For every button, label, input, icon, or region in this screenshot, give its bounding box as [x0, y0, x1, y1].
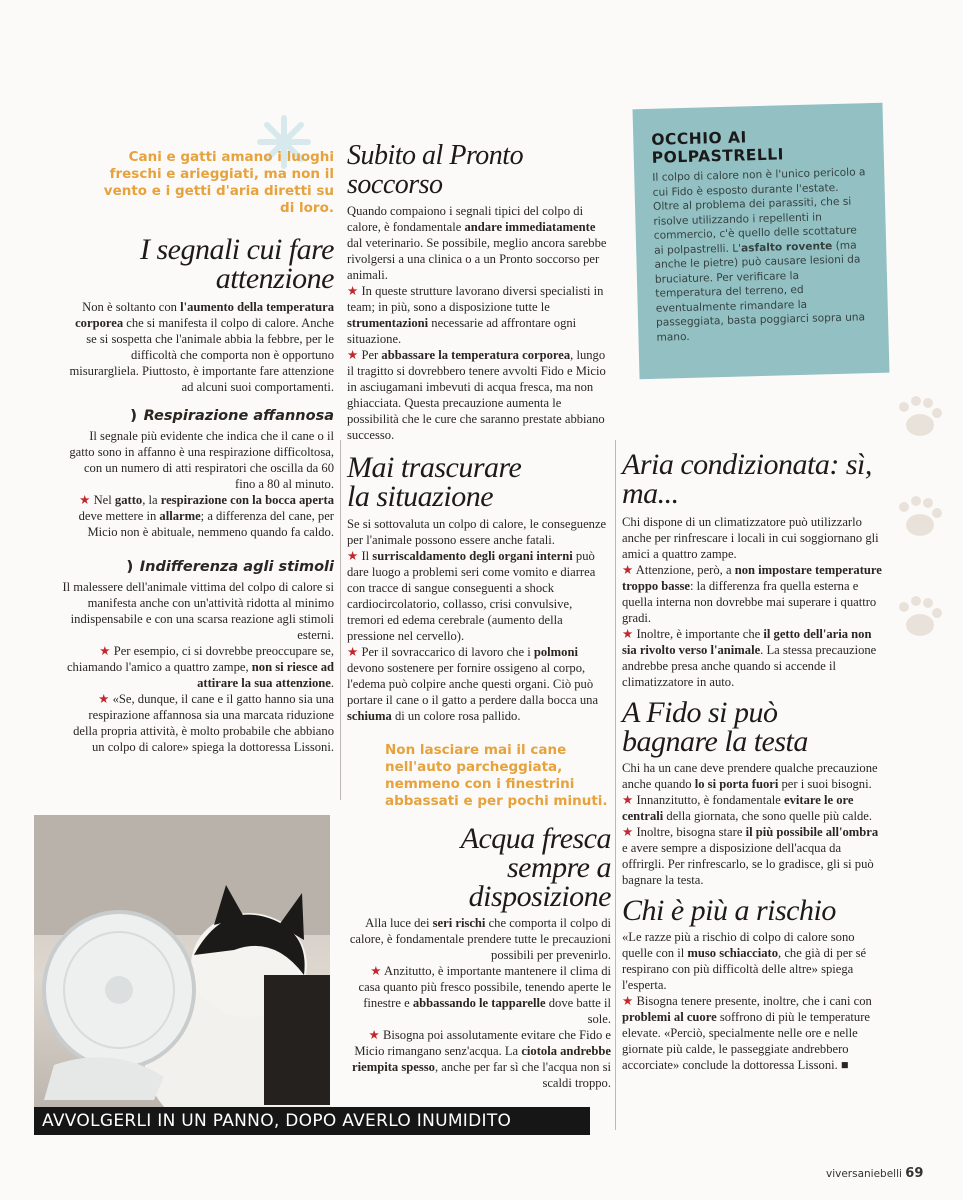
text: : la differenza fra quella esterna e quella interna non dovrebbe mai superare i quattro gradi. [622, 579, 877, 625]
star-bullet-icon: ★ [622, 994, 637, 1008]
text: Chi ha un cane deve prendere qualche precauzione anche quando [622, 761, 878, 791]
text: Il colpo di calore non è l'unico pericolo a cui Fido è esposto durante l'estate. Oltre al problema dei parassiti, che si risolve utilizzando i repellenti in commercio, c'è quello delle scottature ai polpastrelli. L' [652, 166, 866, 257]
paragraph [347, 516, 611, 548]
paragraph [347, 1027, 611, 1091]
photo-caption: AVVOLGERLI IN UN PANNO, DOPO AVERLO INUMIDITO [34, 1107, 590, 1135]
bold-text: non si riesce ad attirare la sua attenzione [197, 660, 334, 690]
column-divider [340, 440, 341, 800]
bold-text: problemi al cuore [622, 1010, 717, 1024]
text: dove batte il sole. [545, 996, 611, 1026]
section-title: Acqua fresca sempre a disposizione [460, 822, 611, 913]
bold-text: abbassando le tapparelle [412, 996, 546, 1010]
paragraph [622, 792, 884, 824]
text: per i suoi bisogni. [778, 777, 872, 791]
paragraph [347, 963, 611, 1027]
paw-prints-decoration-icon [880, 385, 960, 665]
paragraph [622, 562, 884, 626]
text: In queste strutture lavorano diversi specialisti in team; in più, sono a disposizione tutte le [347, 284, 604, 314]
text: Per il sovraccarico di lavoro che i [361, 645, 534, 659]
star-bullet-icon: ★ [79, 493, 94, 507]
col1-body [62, 299, 334, 755]
bold-text: lo si porta fuori [694, 777, 779, 791]
text: , anche per far sì che l'acqua non si scaldi troppo. [434, 1060, 611, 1090]
text: soffrono di più le temperature elevate. «Perciò, specialmente nelle ore e nelle giornate più calde, le passeggiate andrebbero accorciate» conclude la dottoressa Lissoni. ■ [622, 1010, 870, 1072]
bold-text: respirazione con la bocca aperta [160, 493, 334, 507]
text: che si manifesta il colpo di calore. Anche se si sospetta che l'animale abbia la febbre, per le difficoltà che comporta non è opportuno misurargliela. Piuttosto, è importante fare attenzione ad alcuni suoi comportamenti. [69, 316, 334, 394]
cat-with-fan-photo [34, 815, 330, 1107]
text: e avere sempre a disposizione dell'acqua da offrirgli. Per rinfrescarlo, se lo gradisce, gli si può bagnare la testa. [622, 841, 874, 887]
paragraph [62, 299, 334, 395]
text: di un colore rosa pallido. [391, 709, 521, 723]
col2-s1-body [347, 203, 611, 443]
bold-text: ciotola andrebbe riempita spesso [352, 1044, 611, 1074]
text: dal veterinario. Se possibile, meglio ancora sarebbe rivolgersi a una clinica o a un Pronto soccorso per animali. [347, 236, 607, 282]
text: Inoltre, bisogna stare [636, 825, 746, 839]
text: , che già di per sé respirano con più difficoltà delle altre» spiega l'esperta. [622, 946, 867, 992]
star-bullet-icon: ★ [347, 348, 362, 362]
text: Bisogna poi assolutamente evitare che Fido e Micio rimangano senz'acqua. La [354, 1028, 611, 1058]
text: Anzitutto, è importante mantenere il clima di casa quanto più fresco possibile, tenendo aperte le finestre e [358, 964, 611, 1010]
text: necessarie ad affrontare ogni situazione. [347, 316, 577, 346]
bold-text: allarme [159, 509, 201, 523]
magazine-name: viversaniebelli [826, 1168, 902, 1180]
paragraph [622, 824, 884, 888]
text: Chi dispone di un climatizzatore può utilizzarlo anche per rinfrescare i locali in cui soggiornano gli amici a quattro zampe. [622, 515, 879, 561]
bold-text: polmoni [533, 645, 578, 659]
paragraph [62, 428, 334, 492]
text: Innanzitutto, è fondamentale [636, 793, 785, 807]
paragraph [62, 579, 334, 643]
star-bullet-icon: ★ [368, 1028, 383, 1042]
star-bullet-icon: ★ [347, 284, 362, 298]
bold-text: seri rischi [432, 916, 486, 930]
star-bullet-icon: ★ [98, 692, 113, 706]
paragraph [62, 643, 334, 691]
column-1 [62, 149, 334, 755]
paragraph [347, 915, 611, 963]
col3-s1-body [622, 514, 884, 690]
paragraph [622, 514, 884, 562]
star-bullet-icon: ★ [347, 549, 362, 563]
text: (ma anche le pietre) può causare lesioni da bruciature. Per verificare la temperatura del terreno, ed eventualmente rimandare la passeggiata, basta poggiarci sopra una mano. [654, 239, 866, 344]
text: Non è soltanto con [82, 300, 181, 314]
section-title: A Fido si può bagnare la testa [622, 696, 808, 758]
bold-text: surriscaldamento degli organi interni [372, 549, 573, 563]
col2-s2-body [347, 516, 611, 724]
paragraph [347, 347, 611, 443]
section-title: I segnali cui fare attenzione [139, 233, 334, 295]
page-number: 69 [905, 1166, 924, 1181]
text: devono sostenere per fornire ossigeno al corpo, l'edema può colpire anche questi organi. Ciò può portare il cane o il gatto a perdere dalla bocca una [347, 661, 599, 707]
text: può dare luogo a problemi seri come vomito e diarrea con tracce di sangue conseguenti a shock cardiocircolatorio, collasso, crisi convulsive, tremori ed edema cerebrale (aumento della pressione nel cervello). [347, 549, 596, 643]
section-title: Chi è più a rischio [622, 894, 836, 927]
section-title: Mai trascurare la situazione [347, 451, 522, 513]
bold-text: abbassare la temperatura corporea [381, 348, 571, 362]
star-bullet-icon: ★ [622, 627, 637, 641]
subheading-marker-icon: ❫ [127, 408, 140, 424]
column-2 [347, 141, 611, 1091]
paragraph [652, 165, 870, 345]
bold-text: l'aumento della temperatura corporea [75, 300, 334, 330]
section-title: Aria condizionata: sì, ma... [622, 448, 872, 510]
paragraph [347, 548, 611, 644]
text: Alla luce dei [365, 916, 433, 930]
bold-text: asfalto rovente [740, 239, 833, 255]
paragraph [622, 993, 884, 1073]
paragraph [62, 492, 334, 540]
box-title: OCCHIO AI POLPASTRELLI [651, 128, 785, 167]
star-bullet-icon: ★ [622, 563, 636, 577]
text: Il [361, 549, 373, 563]
star-bullet-icon: ★ [622, 793, 637, 807]
bold-text: andare immediatamente [464, 220, 596, 234]
text: che comporta il colpo di calore, è fondamentale prendere tutte le precauzioni possibili per prevenirlo. [349, 916, 611, 962]
col2-s3-body [347, 915, 611, 1091]
column-3 [622, 450, 884, 1073]
text: Inoltre, è importante che [636, 627, 764, 641]
page-footer [826, 1166, 923, 1181]
text: . La stessa precauzione andrebbe presa anche quando si accende il climatizzatore in auto. [622, 643, 877, 689]
col3-s3-body [622, 929, 884, 1073]
text: ; a differenza del cane, per Micio non è abituale, nemmeno quando fa caldo. [87, 509, 334, 539]
bold-text: il getto dell'aria non sia rivolto verso l'animale [622, 627, 872, 657]
paragraph [347, 203, 611, 283]
text: Se si sottovaluta un colpo di calore, le conseguenze per l'animale possono essere anche fatali. [347, 517, 607, 547]
paragraph [347, 644, 611, 724]
subheading: ❫ Respirazione affannosa [127, 408, 334, 424]
bold-text: gatto [114, 493, 143, 507]
paragraph [347, 283, 611, 347]
cat-fan-illustration [34, 815, 330, 1107]
bold-text: muso schiacciato [687, 946, 779, 960]
paragraph [62, 691, 334, 755]
col3-s2-body [622, 760, 884, 888]
star-bullet-icon: ★ [370, 964, 385, 978]
bold-text: non impostare temperature troppo basse [622, 563, 882, 593]
text: , la [142, 493, 161, 507]
star-bullet-icon: ★ [622, 825, 637, 839]
bold-text: il più possibile all'ombra [745, 825, 879, 839]
bold-text: schiuma [347, 709, 392, 723]
column-divider [615, 440, 616, 1130]
text: Bisogna tenere presente, inoltre, che i cani con [636, 994, 872, 1008]
paragraph [622, 929, 884, 993]
text: Nel [93, 493, 115, 507]
text: Il malessere dell'animale vittima del colpo di calore si manifesta anche con un'attività ridotta al minimo indispensabile e con una scarsa reazione agli stimoli esterni. [62, 580, 334, 642]
text: della giornata, che sono quelle più calde. [663, 809, 873, 823]
star-bullet-icon: ★ [99, 644, 114, 658]
text: Quando compaiono i segnali tipici del colpo di calore, è fondamentale [347, 204, 584, 234]
text: deve mettere in [78, 509, 160, 523]
paragraph [622, 626, 884, 690]
bold-text: strumentazioni [347, 316, 429, 330]
subheading: ❫ Indifferenza agli stimoli [123, 559, 334, 575]
text: Per [361, 348, 382, 362]
text: Attenzione, però, a [635, 563, 735, 577]
text: , lungo il tragitto si dovrebbero tenere avvolti Fido e Micio in asciugamani imbevuti di acqua fresca, ma non ghiacciata. Questa precauzione aumenta le possibilità che le cure che saranno prestate abbiano successo. [347, 348, 606, 442]
bold-text: evitare le ore centrali [622, 793, 854, 823]
paragraph [622, 760, 884, 792]
star-bullet-icon: ★ [347, 645, 362, 659]
text: Il segnale più evidente che indica che il cane o il gatto sono in affanno è una respirazione difficoltosa, con un numero di atti respiratori che oscilla da 60 fino a 80 al minuto. [69, 429, 334, 491]
text: . [330, 676, 334, 690]
text: Per esempio, ci si dovrebbe preoccupare se, chiamando l'amico a quattro zampe, [66, 644, 334, 674]
pull-quote: Non lasciare mai il cane nell'auto parcheggiata, nemmeno con i finestrini abbassati e per pochi minuti. [385, 742, 608, 809]
pull-quote: Cani e gatti amano i luoghi freschi e arieggiati, ma non il vento e i getti d'aria diretti su di loro. [103, 149, 334, 216]
sidebar-box [633, 103, 890, 379]
section-title: Subito al Pronto soccorso [347, 140, 524, 200]
text: «Le razze più a rischio di colpo di calore sono quelle con il [622, 930, 855, 960]
subheading-marker-icon: ❫ [123, 559, 136, 575]
text: «Se, dunque, il cane e il gatto hanno sia una respirazione affannosa sia una marcata riduzione della propria attività, è molto probabile che abbiano un colpo di calore» spiega la dottoressa Lissoni. [73, 692, 334, 754]
